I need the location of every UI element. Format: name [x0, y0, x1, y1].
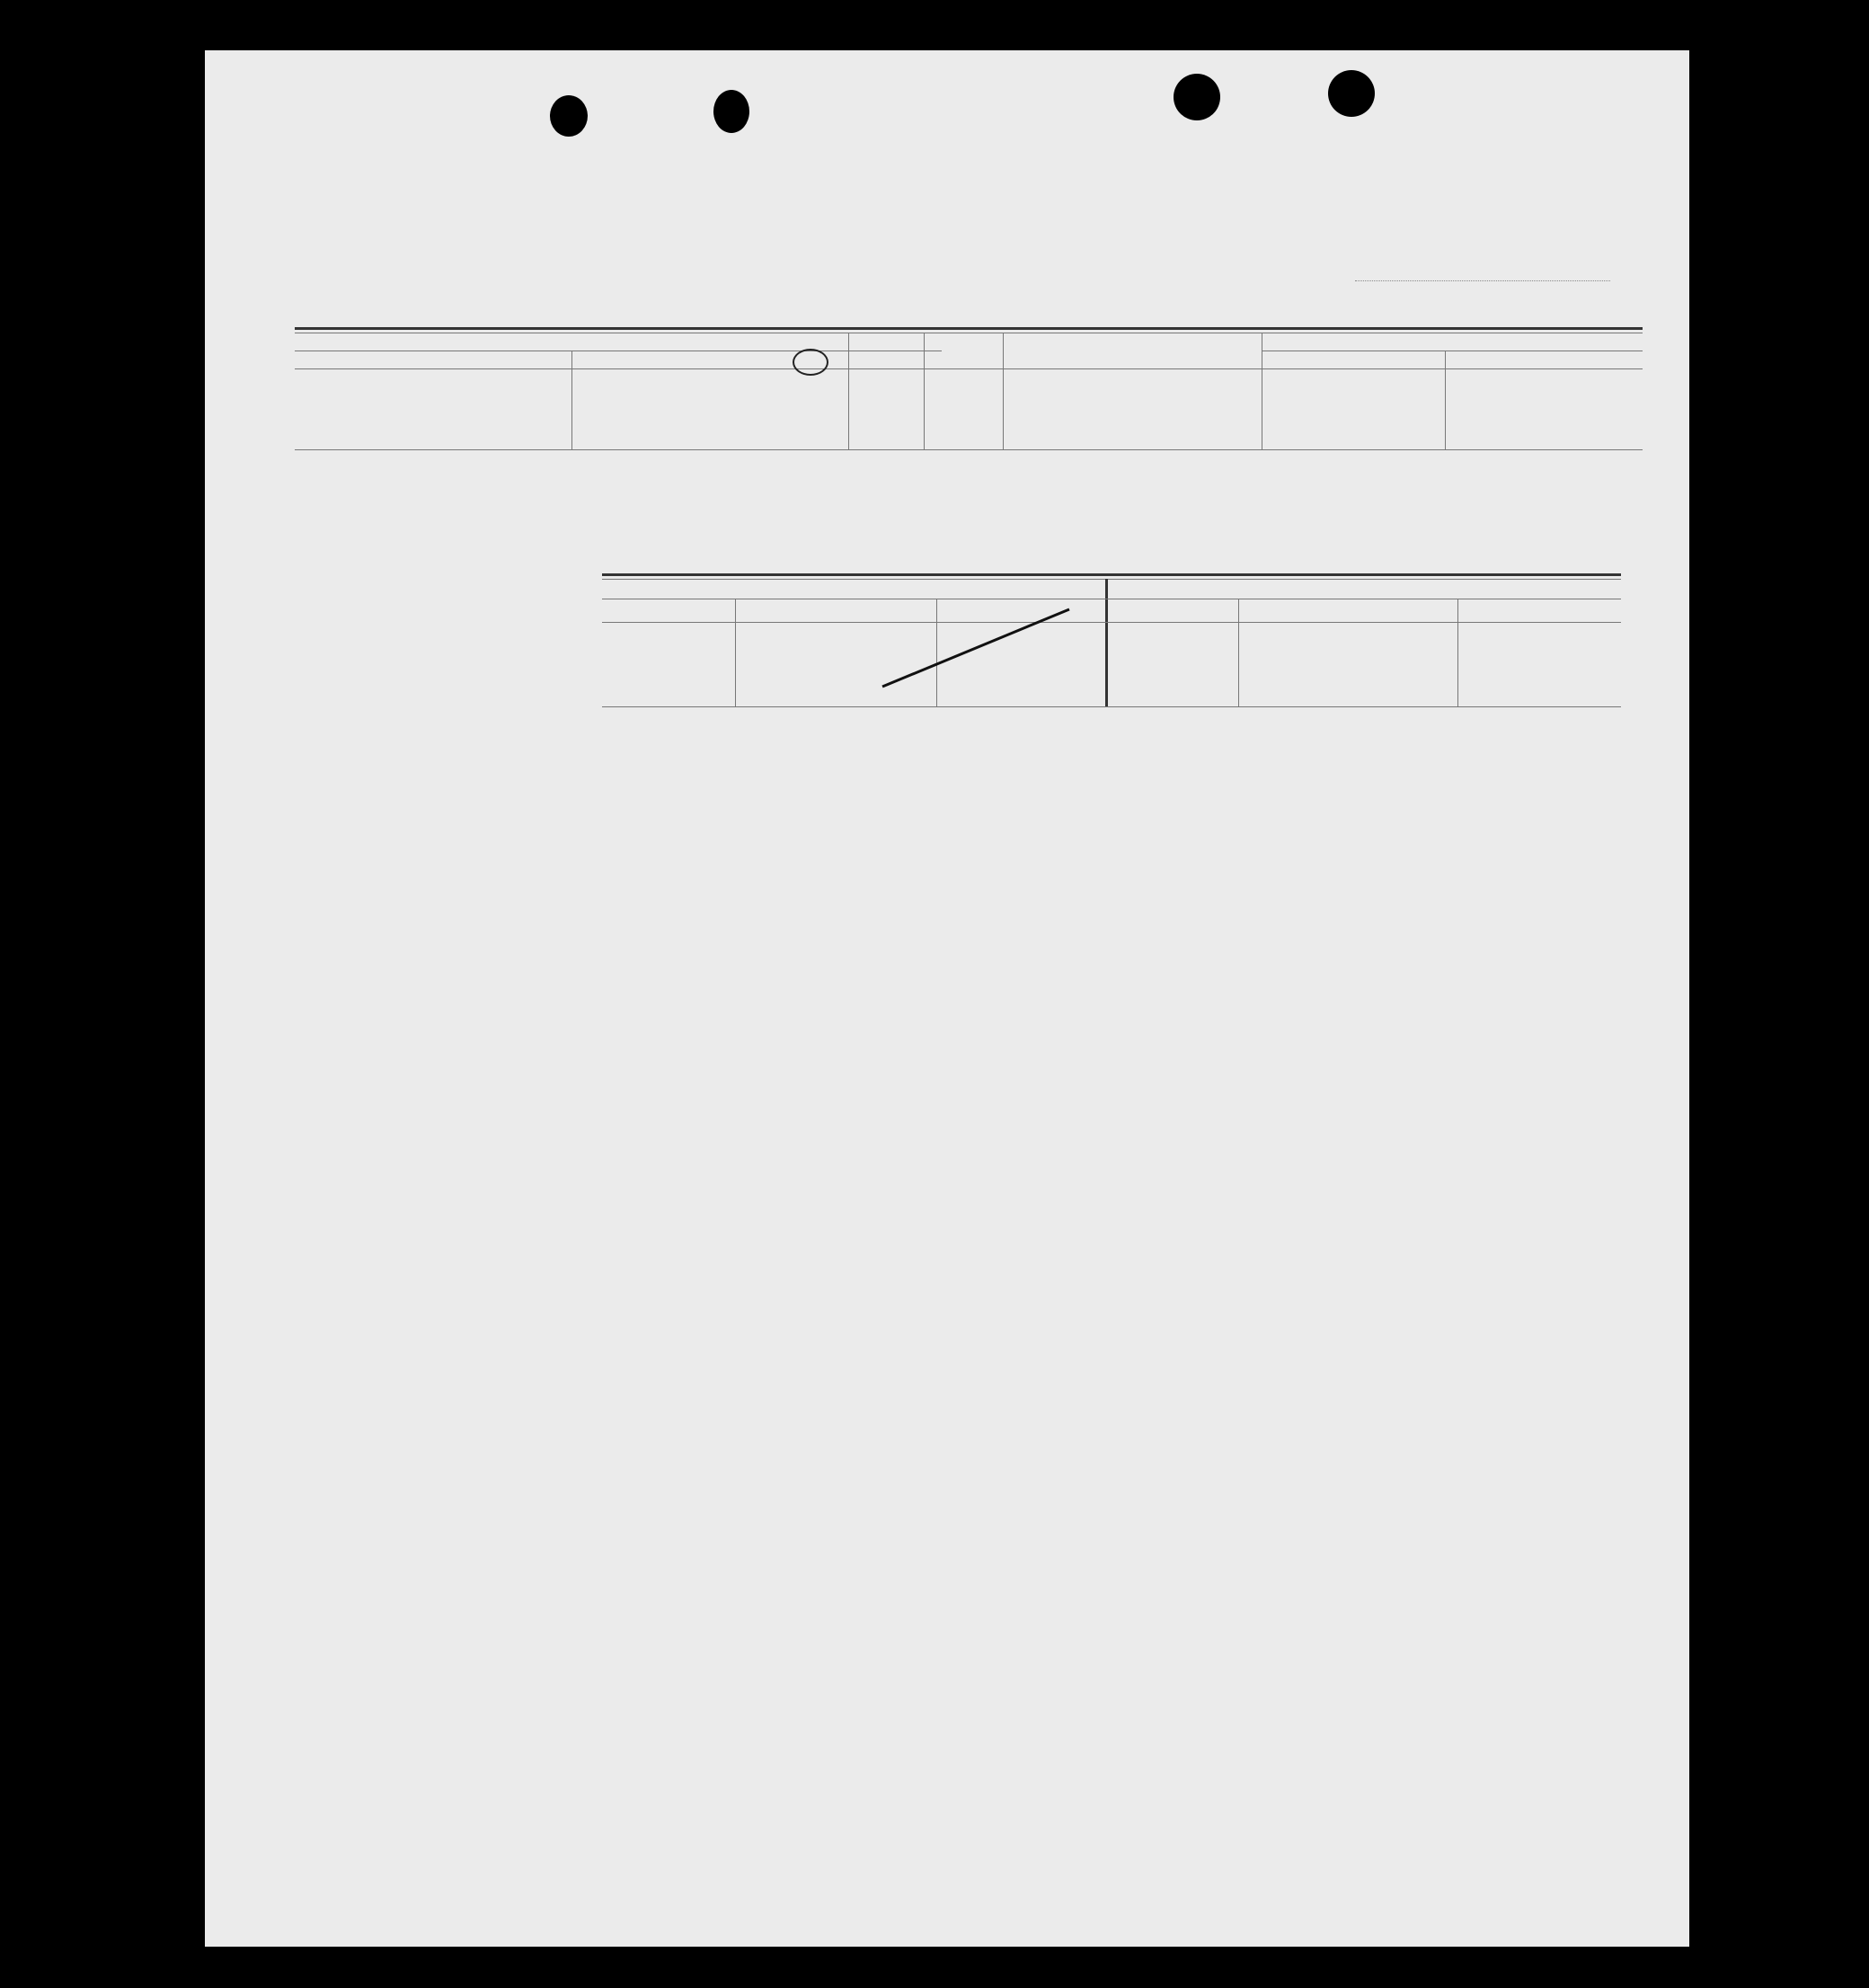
transit-stamp-line-2 [1617, 323, 1670, 406]
punch-hole [550, 95, 588, 137]
circle-mark [793, 349, 828, 376]
punch-hole [1328, 70, 1375, 117]
punch-hole [713, 90, 749, 133]
transit-stamp [1541, 323, 1670, 454]
transit-stamp-line-3 [1617, 323, 1670, 406]
form-page [205, 50, 1689, 1947]
punch-hole [1174, 74, 1220, 120]
rule [295, 327, 1643, 330]
transit-stamp-line-1 [1617, 323, 1670, 406]
strike-line [879, 604, 1076, 690]
